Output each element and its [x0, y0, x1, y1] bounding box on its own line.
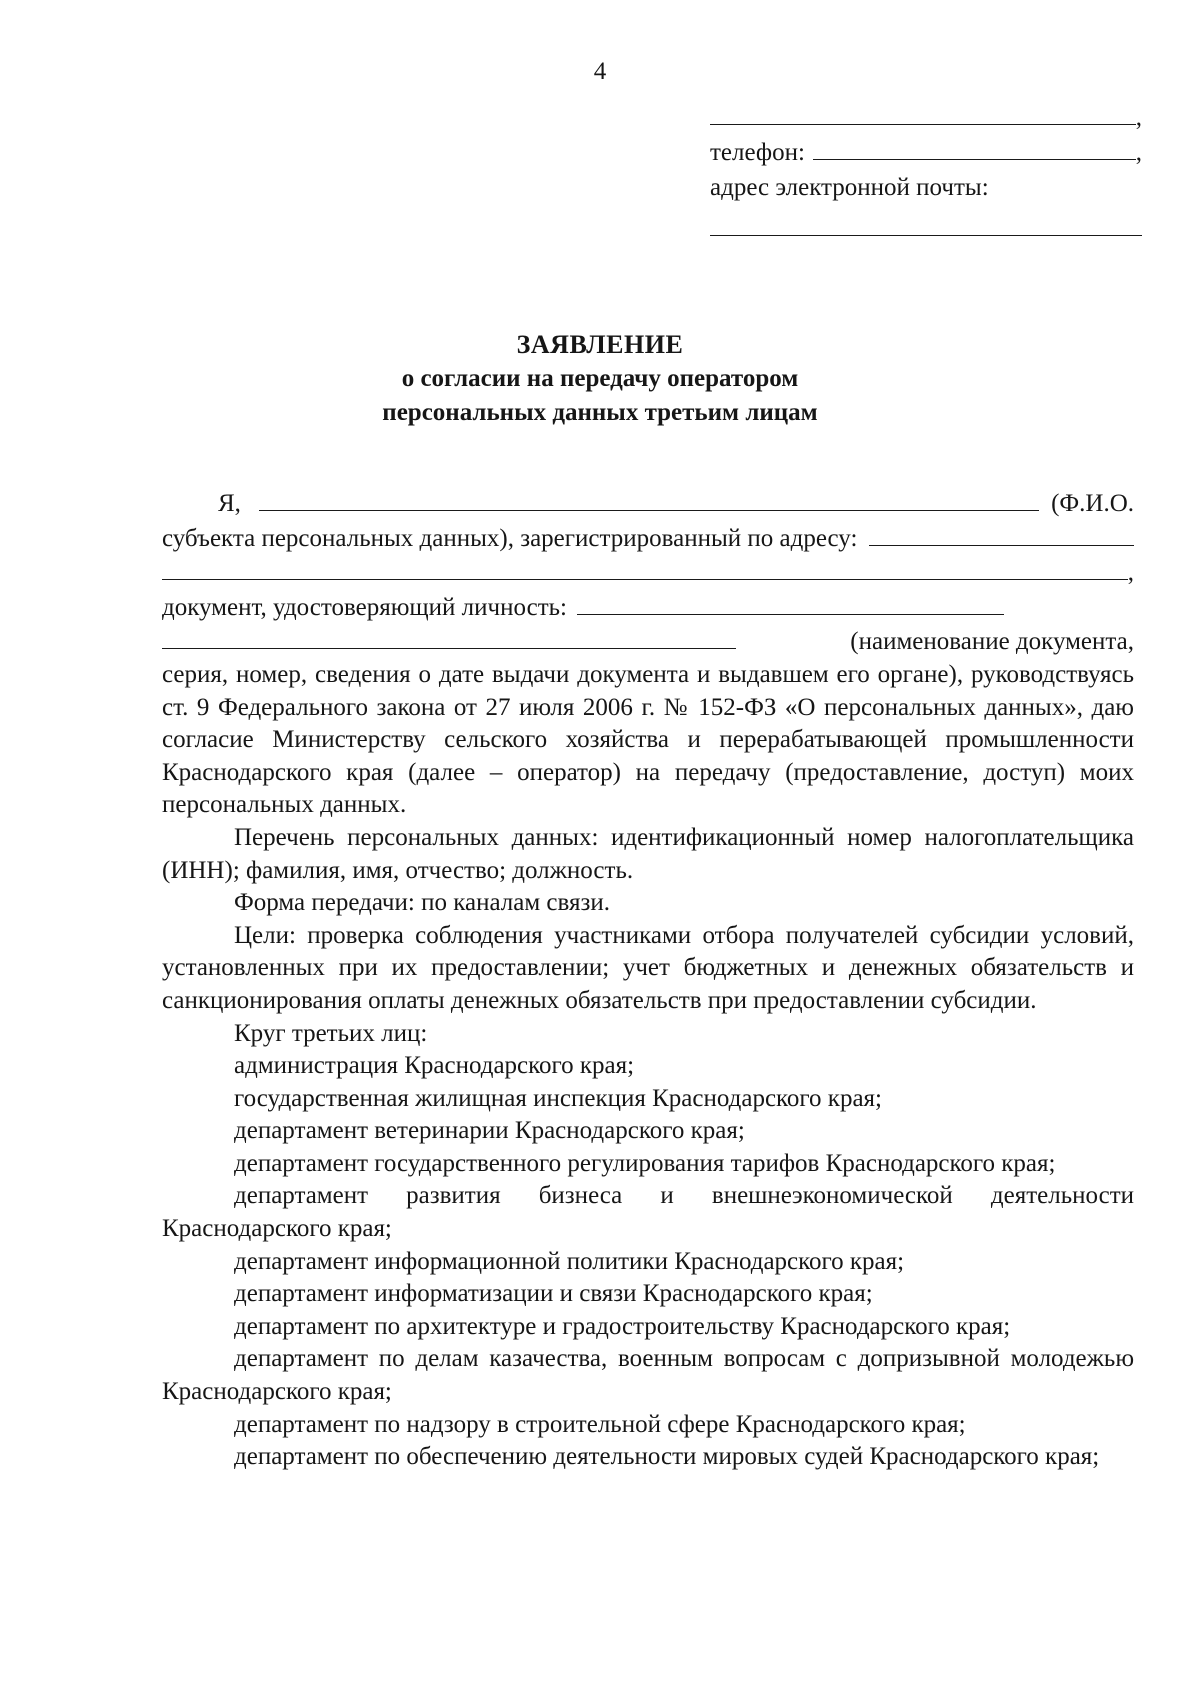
subject-text: субъекта персональных данных), зарегистрированный по адресу: [162, 524, 858, 552]
comma: , [1135, 139, 1142, 166]
address-blank-line-2[interactable] [162, 555, 1128, 580]
list-item: администрация Краснодарского края; [234, 1052, 635, 1080]
list-item: государственная жилищная инспекция Краснодарского края; [234, 1084, 882, 1112]
list-item: департамент по надзору в строительной сфере Краснодарского края; [234, 1410, 966, 1438]
personal-data-list-paragraph: Перечень персональных данных: идентификационный номер налогоплательщика (ИНН); фамилия, имя, отчество; должность. [162, 823, 1134, 884]
list-item: департамент по делам казачества, военным вопросам с допризывной молодежью Краснодарского края; [162, 1345, 1134, 1406]
comma: , [1135, 104, 1142, 131]
phone-blank-line[interactable] [813, 135, 1136, 160]
title-line-3: персональных данных третьим лицам [382, 399, 818, 426]
phone-label: телефон: [710, 139, 805, 166]
list-item: департамент государственного регулирования тарифов Краснодарского края; [234, 1149, 1056, 1177]
title-heading: ЗАЯВЛЕНИЕ [516, 330, 684, 359]
fio-hint: (Ф.И.О. [1051, 490, 1134, 517]
doc-blank-line[interactable] [577, 590, 1004, 615]
third-parties-label: Круг третьих лиц: [234, 1019, 428, 1047]
doc-row-2 [162, 624, 1134, 659]
doc-row [162, 590, 1134, 625]
contact-email-line-row [710, 211, 1142, 236]
address-row [162, 521, 1134, 556]
name-blank-line[interactable] [710, 100, 1136, 125]
list-item: департамент ветеринарии Краснодарского края; [234, 1117, 745, 1145]
contact-name-row [710, 100, 1142, 135]
doc-blank-line-2[interactable] [162, 624, 736, 649]
document-body [162, 486, 1134, 1474]
page-number: 4 [593, 58, 607, 85]
title-line-2: о согласии на передачу оператором [401, 365, 799, 392]
contact-block [710, 100, 1142, 236]
document-title [0, 328, 1200, 430]
address-row-2 [162, 555, 1134, 590]
list-item: департамент по архитектуре и градостроительству Краснодарского края; [234, 1312, 1011, 1340]
goals-paragraph: Цели: проверка соблюдения участниками отбора получателей субсидии условий, установленных при их предоставлении; учет бюджетных и денежных обязательств и санкционирования оплаты денежных обязательств при предоставлении субсидии. [162, 921, 1134, 1014]
consent-paragraph: серия, номер, сведения о дате выдачи документа и выдавшем его органе), руководствуясь ст. 9 Федерального закона от 27 июля 2006 г. № 152-ФЗ «О персональных данных», даю согласие Министерству сельского хозяйства и перерабатывающей промышленности Краснодарского края (далее – оператор) на передачу (предоставление, доступ) моих персональных данных. [162, 660, 1134, 819]
address-blank-line[interactable] [869, 521, 1134, 546]
transfer-form-paragraph: Форма передачи: по каналам связи. [234, 889, 610, 917]
doc-hint: (наименование документа, [850, 628, 1134, 656]
doc-label: документ, удостоверяющий личность: [162, 593, 567, 621]
contact-phone-row [710, 135, 1142, 170]
list-item: департамент информационной политики Краснодарского края; [234, 1247, 905, 1275]
i-label: Я, [218, 490, 241, 517]
email-label: адрес электронной почты: [710, 174, 989, 201]
comma: , [1127, 559, 1134, 587]
email-blank-line[interactable] [710, 211, 1142, 236]
contact-email-row [710, 170, 1142, 205]
list-item: департамент информатизации и связи Краснодарского края; [234, 1280, 873, 1308]
list-item: департамент по обеспечению деятельности мировых судей Краснодарского края; [234, 1443, 1100, 1471]
list-item: департамент развития бизнеса и внешнеэкономической деятельности Краснодарского края; [162, 1182, 1134, 1243]
fio-row [162, 486, 1134, 521]
fio-blank-line[interactable] [259, 486, 1039, 511]
